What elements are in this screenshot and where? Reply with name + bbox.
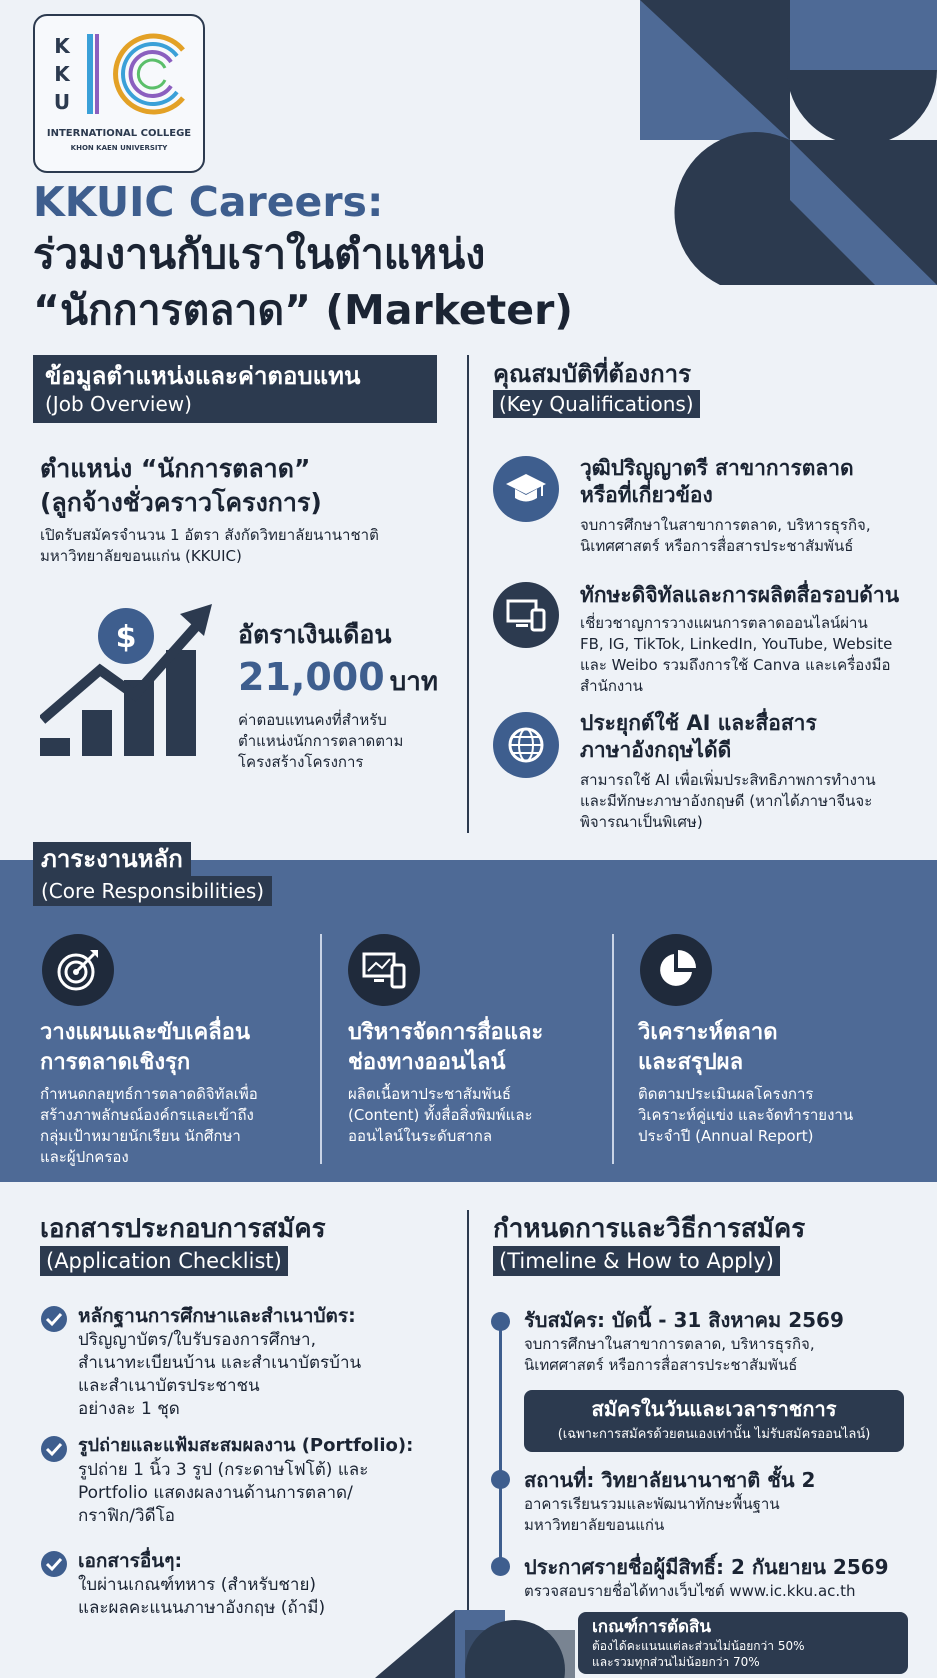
qualifications-heading — [493, 358, 700, 418]
top-divider — [467, 355, 469, 833]
position-line-2: (ลูกจ้างชั่วคราวโครงการ) — [40, 488, 322, 517]
criteria-line: และรวมทุกส่วนไม่น้อยกว่า 70% — [592, 1655, 760, 1669]
responsibility-desc: และผู้ปกครอง — [40, 1148, 129, 1166]
timeline-apply — [524, 1306, 924, 1376]
responsibility-desc: ติดตามประเมินผลโครงการ — [638, 1085, 814, 1103]
bottom-divider — [467, 1210, 469, 1610]
checklist-item — [40, 1433, 470, 1528]
qualifications-heading-th: คุณสมบัติที่ต้องการ — [493, 360, 692, 388]
qualification-desc: จบการศึกษาในสาขาการตลาด, บริหารธุรกิจ, — [580, 516, 871, 534]
timeline-dot — [491, 1557, 510, 1576]
criteria-title: เกณฑ์การตัดสิน — [592, 1617, 712, 1637]
salary-label: อัตราเงินเดือน — [238, 620, 392, 649]
qualifications-heading-en: (Key Qualifications) — [493, 390, 700, 418]
responsibilities-heading-en: (Core Responsibilities) — [33, 876, 272, 906]
qualification-item — [580, 582, 932, 697]
logo-letter: K — [54, 34, 70, 58]
announce-title: ประกาศรายชื่อผู้มีสิทธิ์: 2 กันยายน 2569 — [524, 1555, 889, 1579]
decor-bottom — [375, 1610, 575, 1678]
target-icon — [42, 934, 114, 1006]
office-hours-sub: (เฉพาะการสมัครด้วยตนเองเท่านั้น ไม่รับสมัครออนไลน์) — [557, 1427, 871, 1442]
responsibility-item — [638, 1018, 918, 1147]
responsibility-desc: กลุ่มเป้าหมายนักเรียน นักศึกษา — [40, 1127, 241, 1145]
responsibility-title: บริหารจัดการสื่อและ — [348, 1020, 544, 1045]
logo — [33, 14, 205, 173]
checklist-title: รูปถ่ายและแฟ้มสะสมผลงาน (Portfolio): — [78, 1435, 414, 1456]
responsibility-title: วางแผนและขับเคลื่อน — [40, 1020, 251, 1045]
checklist-line: ปริญญาบัตร/ใบรับรองการศึกษา, — [78, 1330, 316, 1350]
checklist-title: เอกสารอื่นๆ: — [78, 1550, 183, 1572]
devices-icon — [493, 582, 559, 648]
checklist-line: ใบผ่านเกณฑ์ทหาร (สำหรับชาย) — [78, 1575, 317, 1595]
salary-note-2: ตำแหน่งนักการตลาดตาม — [238, 732, 404, 750]
apply-desc: นิเทศศาสตร์ หรือการสื่อสารประชาสัมพันธ์ — [524, 1356, 798, 1374]
checklist-line: รูปถ่าย 1 นิ้ว 3 รูป (กระดาษโฟโต้) และ — [78, 1460, 369, 1480]
checklist-line: สำเนาทะเบียนบ้าน และสำเนาบัตรบ้าน — [78, 1353, 362, 1373]
logo-line-2: KHON KAEN UNIVERSITY — [70, 144, 168, 152]
checklist-line: Portfolio แสดงผลงานด้านการตลาด/ — [78, 1483, 353, 1503]
criteria-box — [578, 1612, 908, 1674]
responsibility-title: ช่องทางออนไลน์ — [348, 1050, 506, 1075]
check-circle-icon — [40, 1435, 68, 1463]
timeline-announce — [524, 1553, 924, 1602]
title-line-3: “นักการตลาด” (Marketer) — [33, 286, 574, 334]
position-title — [40, 452, 460, 520]
timeline-dot — [491, 1470, 510, 1489]
responsibility-item — [348, 1018, 618, 1147]
money-growth-icon — [40, 600, 220, 760]
salary-unit: บาท — [389, 667, 438, 697]
qualification-desc: เชี่ยวชาญการวางแผนการตลาดออนไลน์ผ่าน — [580, 614, 868, 632]
timeline-heading-th: กำหนดการและวิธีการสมัคร — [493, 1214, 806, 1244]
title-line-1: KKUIC Careers: — [33, 178, 384, 226]
logo-letter: U — [53, 90, 71, 114]
position-desc-line-2: มหาวิทยาลัยขอนแก่น (KKUIC) — [40, 547, 242, 565]
check-circle-icon — [40, 1305, 68, 1333]
logo-ic-mark — [83, 30, 193, 120]
responsibility-item — [40, 1018, 310, 1168]
place-title: สถานที่: วิทยาลัยนานาชาติ ชั้น 2 — [524, 1468, 816, 1492]
qualification-item — [580, 710, 930, 833]
checklist-title: หลักฐานการศึกษาและสำเนาบัตร: — [78, 1305, 356, 1327]
timeline-dot — [491, 1312, 510, 1331]
qualification-title: วุฒิปริญญาตรี สาขาการตลาด — [580, 456, 854, 480]
globe-icon — [493, 712, 559, 778]
responsibility-desc: วิเคราะห์คู่แข่ง และจัดทำรายงาน — [638, 1106, 854, 1124]
place-desc: อาคารเรียนรวมและพัฒนาทักษะพื้นฐาน — [524, 1495, 780, 1513]
title-line-2: ร่วมงานกับเราในตำแหน่ง — [33, 230, 486, 278]
responsibility-desc: ประจำปี (Annual Report) — [638, 1127, 814, 1145]
position-desc-line-1: เปิดรับสมัครจำนวน 1 อัตรา สังกัดวิทยาลัยนานาชาติ — [40, 526, 379, 544]
criteria-line: ต้องได้คะแนนแต่ละส่วนไม่น้อยกว่า 50% — [592, 1639, 805, 1653]
svg-text:$: $ — [115, 620, 137, 655]
office-hours-title: สมัครในวันและเวลาราชการ — [591, 1397, 837, 1421]
responsibilities-divider — [320, 934, 322, 1164]
overview-heading — [33, 355, 437, 423]
salary-note-1: ค่าตอบแทนคงที่สำหรับ — [238, 711, 387, 729]
qualification-title: หรือที่เกี่ยวข้อง — [580, 483, 713, 507]
qualification-title: ประยุกต์ใช้ AI และสื่อสาร — [580, 711, 817, 735]
qualification-title: ทักษะดิจิทัลและการผลิตสื่อรอบด้าน — [580, 583, 900, 607]
announce-desc: ตรวจสอบรายชื่อได้ทางเว็บไซต์ www.ic.kku.ac.th — [524, 1582, 856, 1600]
checklist-heading-th: เอกสารประกอบการสมัคร — [40, 1214, 326, 1244]
checklist-line: และผลคะแนนภาษาอังกฤษ (ถ้ามี) — [78, 1598, 326, 1618]
logo-letter: K — [54, 62, 70, 86]
salary-amount: 21,000 — [238, 655, 385, 699]
responsibility-desc: กำหนดกลยุทธ์การตลาดดิจิทัลเพื่อ — [40, 1085, 258, 1103]
responsibility-desc: ผลิตเนื้อหาประชาสัมพันธ์ — [348, 1085, 512, 1103]
graduation-cap-icon — [493, 456, 559, 522]
responsibilities-divider — [612, 934, 614, 1164]
qualification-desc: FB, IG, TikTok, LinkedIn, YouTube, Website — [580, 635, 893, 653]
monitor-phone-icon — [348, 934, 420, 1006]
qualification-desc: และ Weibo รวมถึงการใช้ Canva และเครื่องมือ — [580, 656, 891, 674]
checklist-line: อย่างละ 1 ชุด — [78, 1399, 180, 1419]
decor-top-right — [640, 0, 937, 285]
timeline-heading-en: (Timeline & How to Apply) — [493, 1246, 780, 1276]
position-desc — [40, 525, 460, 567]
responsibility-desc: สร้างภาพลักษณ์องค์กรและเข้าถึง — [40, 1106, 254, 1124]
checklist-heading — [40, 1212, 326, 1276]
check-circle-icon — [40, 1550, 68, 1578]
responsibility-title: วิเคราะห์ตลาด — [638, 1020, 778, 1045]
salary-value — [238, 652, 468, 710]
responsibility-desc: ออนไลน์ในระดับสากล — [348, 1127, 493, 1145]
checklist-heading-en: (Application Checklist) — [40, 1246, 288, 1276]
qualification-desc: นิเทศศาสตร์ หรือการสื่อสารประชาสัมพันธ์ — [580, 537, 854, 555]
overview-heading-en: (Job Overview) — [45, 392, 192, 416]
responsibility-title: และสรุปผล — [638, 1050, 744, 1075]
apply-desc: จบการศึกษาในสาขาการตลาด, บริหารธุรกิจ, — [524, 1335, 815, 1353]
salary-block — [238, 618, 468, 773]
place-desc: มหาวิทยาลัยขอนแก่น — [524, 1516, 665, 1534]
qualification-desc: และมีทักษะภาษาอังกฤษดี (หากได้ภาษาจีนจะ — [580, 792, 873, 810]
pie-chart-icon — [640, 934, 712, 1006]
responsibility-desc: (Content) ทั้งสื่อสิ่งพิมพ์และ — [348, 1106, 533, 1124]
qualification-desc: สามารถใช้ AI เพื่อเพิ่มประสิทธิภาพการทำงาน — [580, 771, 876, 789]
checklist-item — [40, 1303, 460, 1421]
salary-note-3: โครงสร้างโครงการ — [238, 753, 364, 771]
checklist-line: และสำเนาบัตรประชาชน — [78, 1376, 260, 1396]
responsibility-title: การตลาดเชิงรุก — [40, 1050, 191, 1075]
responsibilities-heading-th: ภาระงานหลัก — [33, 842, 191, 876]
logo-line-1: INTERNATIONAL COLLEGE — [46, 128, 192, 139]
checklist-line: กราฟิก/วิดีโอ — [78, 1506, 175, 1526]
apply-title: รับสมัคร: บัดนี้ - 31 สิงหาคม 2569 — [524, 1308, 844, 1332]
timeline-line — [499, 1322, 502, 1567]
page-title — [33, 178, 633, 338]
position-line-1: ตำแหน่ง “นักการตลาด” — [40, 454, 311, 483]
qualification-title: ภาษาอังกฤษได้ดี — [580, 738, 732, 762]
timeline-heading — [493, 1212, 805, 1276]
qualification-item — [580, 455, 930, 557]
timeline-place — [524, 1466, 924, 1536]
qualification-desc: สำนักงาน — [580, 677, 643, 695]
responsibilities-heading — [33, 842, 272, 906]
qualification-desc: พิจารณาเป็นพิเศษ) — [580, 813, 703, 831]
overview-heading-th: ข้อมูลตำแหน่งและค่าตอบแทน — [45, 362, 361, 390]
office-hours-box — [524, 1390, 904, 1452]
